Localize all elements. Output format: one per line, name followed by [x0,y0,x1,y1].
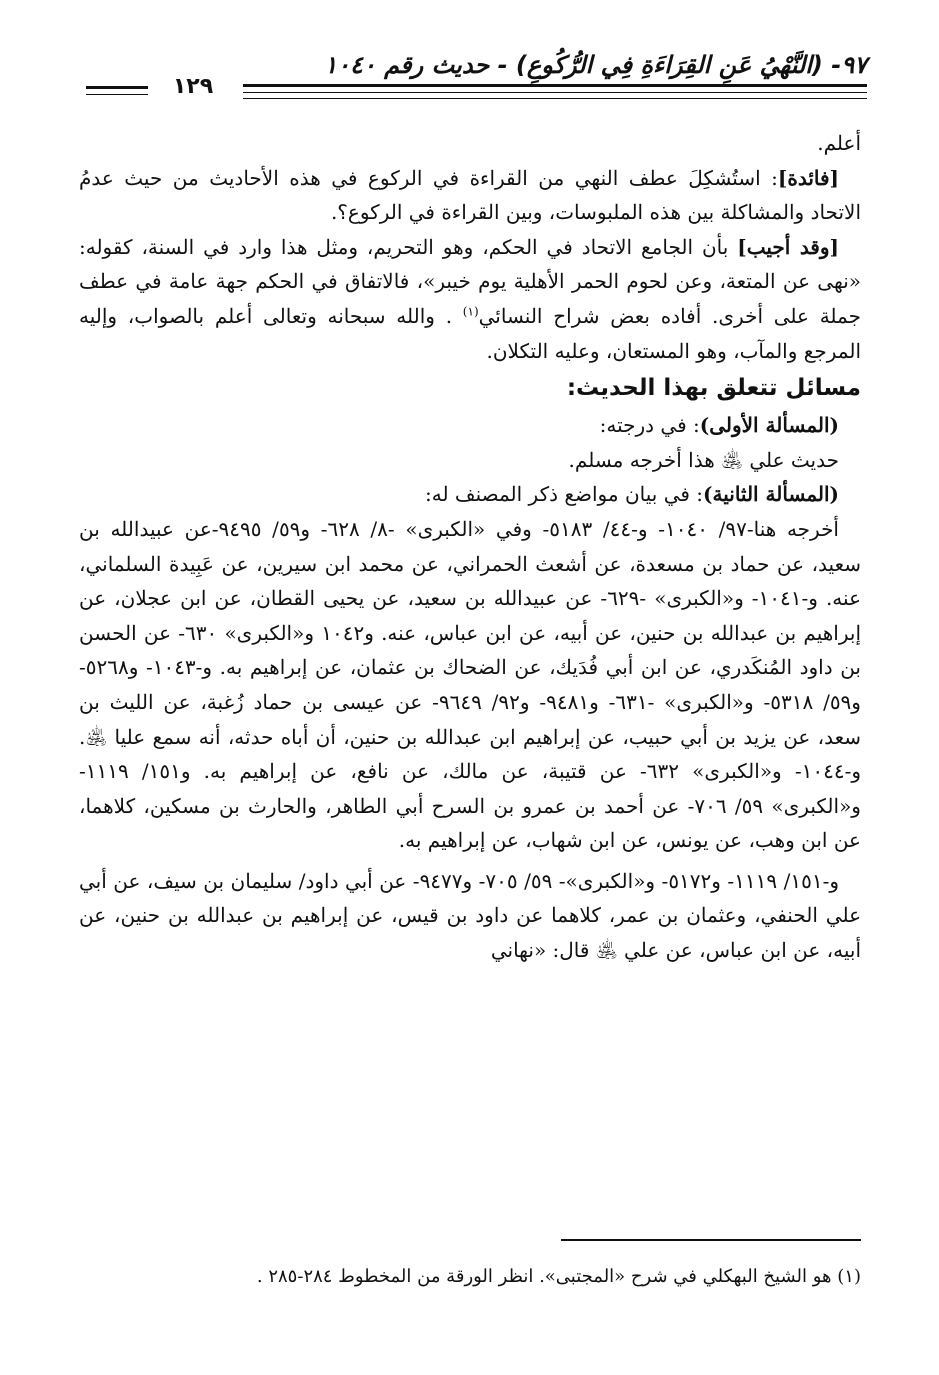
header-rule-left-thick [86,86,148,89]
masala-2-label: (المسألة الثانية) [703,482,839,507]
takhrij-paragraph-2: و-١٥١/ ١١١٩- و٥١٧٢- و«الكبرى»- ٥٩/ ٧٠٥- و٩٤٧٧- عن أبي داود/ سليمان بن سيف، عن أبي علي الحنفي، وعثمان بن عمر، كلاهما عن داود بن قيس، عن إبراهيم بن عبدالله بن حنين، عن أبيه، عن ابن عباس، عن علي ﵁ قال: «نهاني [79,868,861,963]
takhrij-paragraph-1: أخرجه هنا-٩٧/ ١٠٤٠- و-٤٤/ ٥١٨٣- وفي «الكبرى» -٨/ ٦٢٨- و٥٩/ ٩٤٩٥-عن عبيدالله بن سعيد، عن حماد بن مسعدة، عن أشعث الحمراني، عن محمد ابن سيرين، عن عَبِيدة السلماني، عنه. و-١٠٤١- و«الكبرى» -٦٢٩- عن عبيدالله بن سعيد، عن يحيى القطان، عن ابن عجلان، عن إبراهيم بن عبدالله بن حنين، عن أبيه، عن ابن عباس، عنه. و١٠٤٢ و«الكبرى» ٦٣٠- عن الحسن بن داود المُنكَدري، عن ابن أبي فُدَيك، عن الضحاك بن عثمان، عن إبراهيم به. و-١٠٤٣- و٥٢٦٨-و٥٩/ ٥٣١٨- و«الكبرى» -٦٣١- و٩٤٨١- و٩٢/ ٩٦٤٩- عن عيسى بن حماد زُغبة، عن الليث بن سعد، عن يزيد بن أبي حبيب، عن إبراهيم ابن عبدالله بن حنين، أن أباه حدثه، أنه سمع عليا ﵁. و-١٠٤٤- و«الكبرى» ٦٣٢- عن قتيبة، عن مالك، عن نافع، عن إبراهيم به. و١٥١/ ١١١٩- و«الكبرى» ٥٩/ ٧٠٦- عن أحمد بن عمرو بن السرح أبي الطاهر، والحارث بن مسكين، كلاهما، عن ابن وهب، عن يونس، عن ابن شهاب، عن إبراهيم به. [79,516,862,853]
answer-text-1: بأن الجامع الاتحاد في الحكم، وهو التحريم، ومثل هذا وارد في السنة، كقوله: «نهى عن المتعة، وعن لحوم الحمر الأهلية يوم خيبر»، فالاتفاق في الحكم جهة عامة في عطف جملة على أخرى. أفاده بعض شراح النسائي [79,234,861,328]
header-rule-right-thin2 [243,98,867,99]
header-rule-right-thick [243,84,867,87]
masala-1-label: (المسألة الأولى) [699,413,839,438]
answer-paragraph [79,230,861,368]
running-title: ٩٧- (النَّهْيُ عَنِ القِرَاءَةِ فِي الرُّكُوعِ) - حديث رقم ١٠٤٠ [324,51,867,79]
footnote: (١) هو الشيخ البهكلي في شرح «المجتبى». انظر الورقة من المخطوط ٢٨٤-٢٨٥ . [256,1266,861,1287]
main-text [79,126,861,968]
header-rule-right-thin [243,92,867,93]
footnote-ref: (١) [462,304,479,319]
masala-1-body: حديث علي ﵁ هذا أخرجه مسلم. [568,447,839,472]
section-heading: مسائل تتعلق بهذا الحديث: [566,375,861,402]
header-rule-left-thin [86,94,148,95]
footnote-separator [561,1239,861,1241]
masala-2-heading [79,477,861,512]
answer-label: [وقد أجيب] [737,234,839,259]
page-number: ١٢٩ [172,74,214,99]
faida-label: [فائدة] [777,165,839,190]
faida-text: : استُشكِلَ عطف النهي من القراءة في الركوع في هذه الأحاديث من حيث عدمُ الاتحاد والمشاكلة بين هذه الملبوسات، وبين القراءة في الركوع؟. [79,165,861,225]
closing-word: أعلم. [817,131,861,155]
masala-1-text: : في درجته: [599,413,700,438]
faida-paragraph [79,161,861,230]
masala-1-heading [79,408,861,443]
answer-text-2: . والله سبحانه وتعالى أعلم بالصواب، وإليه المرجع والمآب، وهو المستعان، وعليه التكلان. [79,303,861,363]
masala-2-text: : في بيان مواضع ذكر المصنف له: [424,482,704,507]
